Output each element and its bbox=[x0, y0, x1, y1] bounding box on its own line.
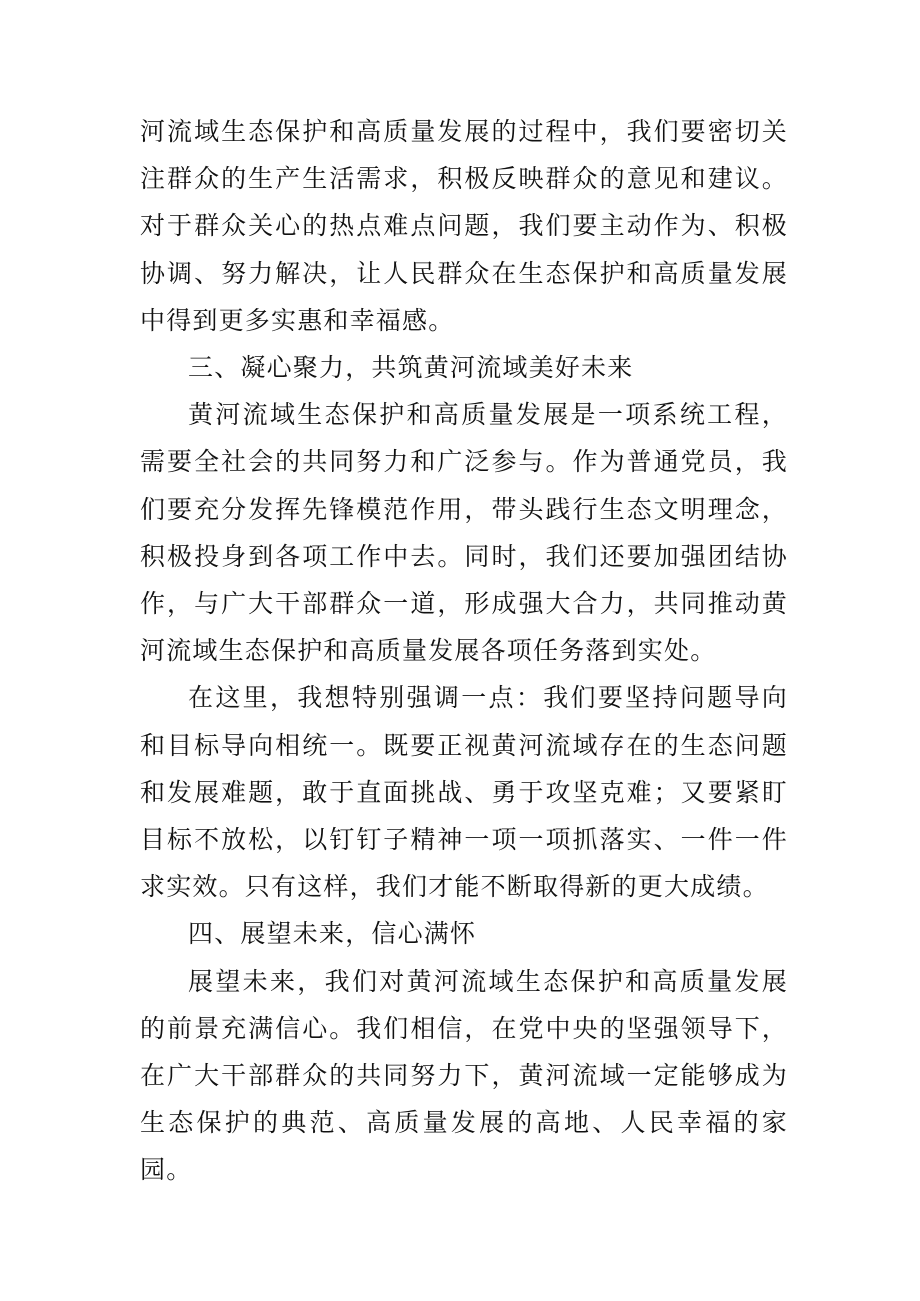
section-heading-four: 四、展望未来，信心满怀 bbox=[188, 919, 477, 949]
paragraph-problem-goal: 在这里，我想特别强调一点：我们要坚持问题导向和目标导向相统一。既要正视黄河流域存在的生态问题和发展难题，敢于直面挑战、勇于攻坚克难；又要紧盯目标不放松，以钉钉子精神一项一项抓落实、一件一件求实效。只有这样，我们才能不断取得新的更大成绩。 bbox=[140, 683, 788, 902]
document-body bbox=[140, 108, 788, 1194]
paragraph-joint-effort: 黄河流域生态保护和高质量发展是一项系统工程，需要全社会的共同努力和广泛参与。作为普通党员，我们要充分发挥先锋模范作用，带头践行生态文明理念，积极投身到各项工作中去。同时，我们还要加强团结协作，与广大干部群众一道，形成强大合力，共同推动黄河流域生态保护和高质量发展各项任务落到实处。 bbox=[140, 400, 788, 666]
paragraph-continuation: 河流域生态保护和高质量发展的过程中，我们要密切关注群众的生产生活需求，积极反映群众的意见和建议。对于群众关心的热点难点问题，我们要主动作为、积极协调、努力解决，让人民群众在生态保护和高质量发展中得到更多实惠和幸福感。 bbox=[140, 117, 788, 335]
section-heading-three: 三、凝心聚力，共筑黄河流域美好未来 bbox=[188, 353, 634, 383]
paragraph-outlook: 展望未来，我们对黄河流域生态保护和高质量发展的前景充满信心。我们相信，在党中央的坚强领导下，在广大干部群众的共同努力下，黄河流域一定能够成为生态保护的典范、高质量发展的高地、人民幸福的家园。 bbox=[140, 966, 788, 1185]
